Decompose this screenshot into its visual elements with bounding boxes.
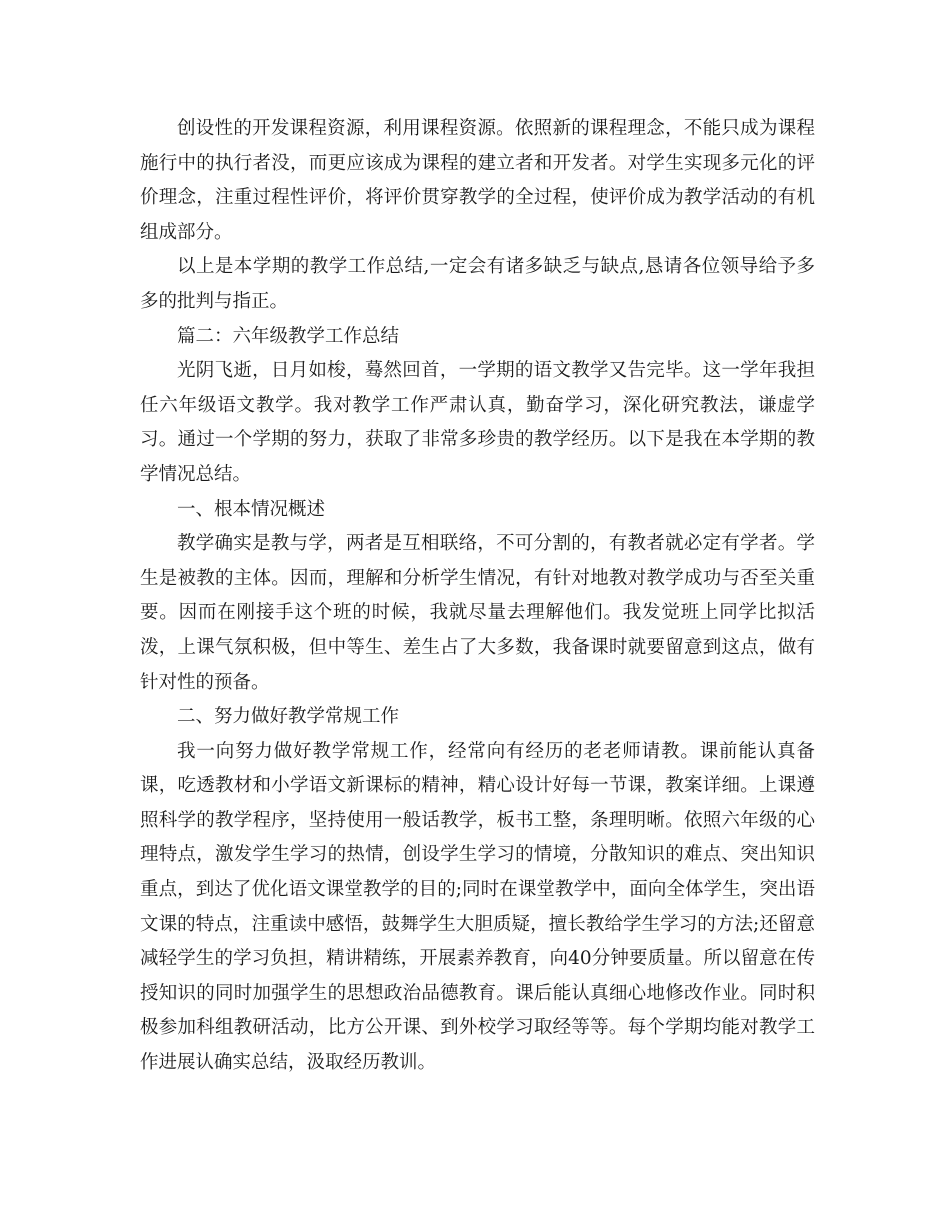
section-title-part-two: 篇二：六年级教学工作总结: [177, 325, 400, 347]
paragraph-teaching-routine: 我一向努力做好教学常规工作，经常向有经历的老老师请教。课前能认真备课，吃透教材和小学语文新课标的精神，精心设计好每一节课，教案详细。上课遵照科学的教学程序，坚持使用一般话教学，板书工整，条理明晰。依照六年级的心理特点，激发学生学习的热情，创设学生学习的情境，分散知识的难点、突出知识重点，到达了优化语文课堂教学的目的;同时在课堂教学中，面向全体学生，突出语文课的特点，注重读中感悟，鼓舞学生大胆质疑，擅长教给学生学习的方法;还留意减轻学生的学习负担，精讲精练，开展素养教育，向40分钟要质量。所以留意在传授知识的同时加强学生的思想政治品德教育。课后能认真细心地修改作业。同时积极参加科组教研活动，比方公开课、到外校学习取经等等。每个学期均能对教学工作进展认确实总结，汲取经历教训。: [140, 740, 815, 1074]
document-page: [140, 112, 815, 1081]
paragraph-basic-situation: 教学确实是教与学，两者是互相联络，不可分割的，有教者就必定有学者。学生是被教的主体。因而，理解和分析学生情况，有针对地教对教学成功与否至关重要。因而在刚接手这个班的时候，我就尽量去理解他们。我发觉班上同学比拟活泼，上课气氛积极，但中等生、差生占了大多数，我备课时就要留意到这点，做有针对性的预备。: [140, 533, 815, 693]
heading-teaching-routine: 二、努力做好教学常规工作: [177, 706, 400, 728]
paragraph-intro: 光阴飞逝，日月如梭，蓦然回首，一学期的语文教学又告完毕。这一学年我担任六年级语文教学。我对教学工作严肃认真，勤奋学习，深化研究教法，谦虚学习。通过一个学期的努力，获取了非常多珍贵的教学经历。以下是我在本学期的教学情况总结。: [140, 360, 815, 485]
paragraph-summary-closing: 以上是本学期的教学工作总结,一定会有诸多缺乏与缺点,恳请各位领导给予多多的批判与指正。: [140, 256, 815, 312]
paragraph-curriculum-resources: 创设性的开发课程资源，利用课程资源。依照新的课程理念，不能只成为课程施行中的执行者没，而更应该成为课程的建立者和开发者。对学生实现多元化的评价理念，注重过程性评价，将评价贯穿教学的全过程，使评价成为教学活动的有机组成部分。: [140, 118, 815, 243]
heading-basic-situation: 一、根本情况概述: [177, 498, 326, 520]
